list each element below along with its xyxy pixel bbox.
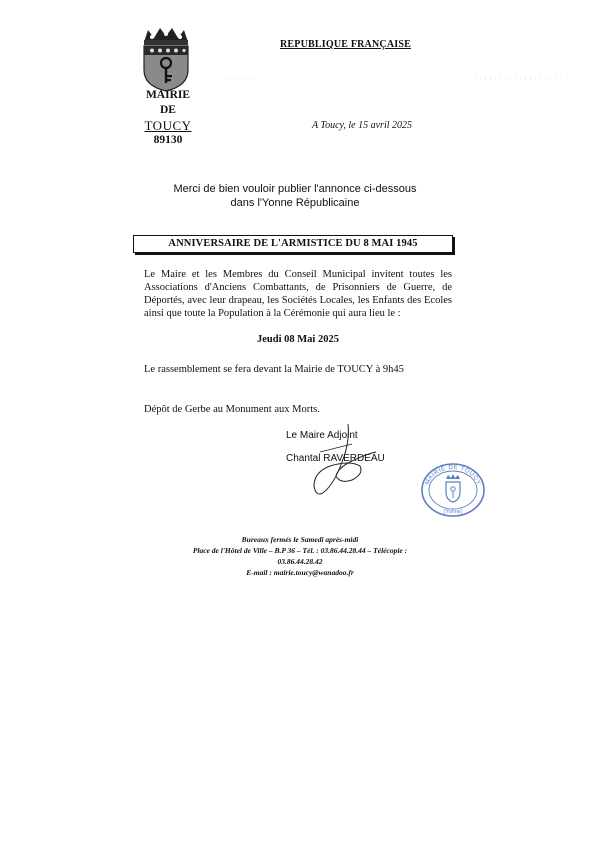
wreath-info: Dépôt de Gerbe au Monument aux Morts. [144, 404, 320, 415]
mairie-label: MAIRIE [145, 89, 191, 101]
mairie-block [120, 88, 216, 148]
gathering-info: Le rassemblement se fera devant la Mairie de TOUCY à 9h45 [144, 364, 404, 375]
handwritten-signature-icon [290, 422, 390, 502]
footer-hours: Bureaux fermés le Samedi après-midi [241, 535, 359, 544]
date-line: A Toucy, le 15 avril 2025 [312, 120, 412, 131]
signatory-name: Chantal RAVERDEAU [286, 453, 385, 464]
request-line-1: Merci de bien vouloir publier l'annonce ci-dessous [173, 183, 417, 195]
de-label: DE [160, 104, 176, 116]
announcement-body: Le Maire et les Membres du Conseil Municipal invitent toutes les Associations d'Anciens Combattants, de Prisonniers de Guerre, de Déportés, avec leur drapeau, les Sociétés Locales, les Enfants des Ecoles ainsi que toute la Population à la Cérémonie qui aura lieu le : [144, 269, 452, 319]
footer-address: Place de l'Hôtel de Ville – B.P 36 – Tél. : 03.86.44.28.44 – Télécopie : [192, 546, 408, 555]
footer-email: E-mail : mairie.toucy@wanadoo.fr [246, 568, 354, 577]
scan-noise-divider [225, 76, 565, 80]
request-line-2: dans l'Yonne Républicaine [230, 197, 360, 209]
announcement-title: ANNIVERSAIRE DE L'ARMISTICE DU 8 MAI 1945 [133, 235, 453, 253]
svg-text:MAIRIE DE TOUCY: MAIRIE DE TOUCY [423, 463, 483, 487]
postcode: 89130 [153, 134, 183, 146]
svg-text:(Yonne): (Yonne) [443, 509, 463, 515]
town-name: TOUCY [144, 118, 192, 133]
official-stamp-icon [420, 462, 486, 518]
footer-contact [150, 534, 450, 578]
republic-heading: REPUBLIQUE FRANÇAISE [280, 39, 411, 50]
footer-fax: 03.86.44.28.42 [277, 557, 323, 566]
signatory-role: Le Maire Adjoint [286, 430, 358, 441]
coat-of-arms-icon [140, 28, 192, 92]
event-date: Jeudi 08 Mai 2025 [257, 334, 339, 345]
publication-request [120, 182, 470, 210]
